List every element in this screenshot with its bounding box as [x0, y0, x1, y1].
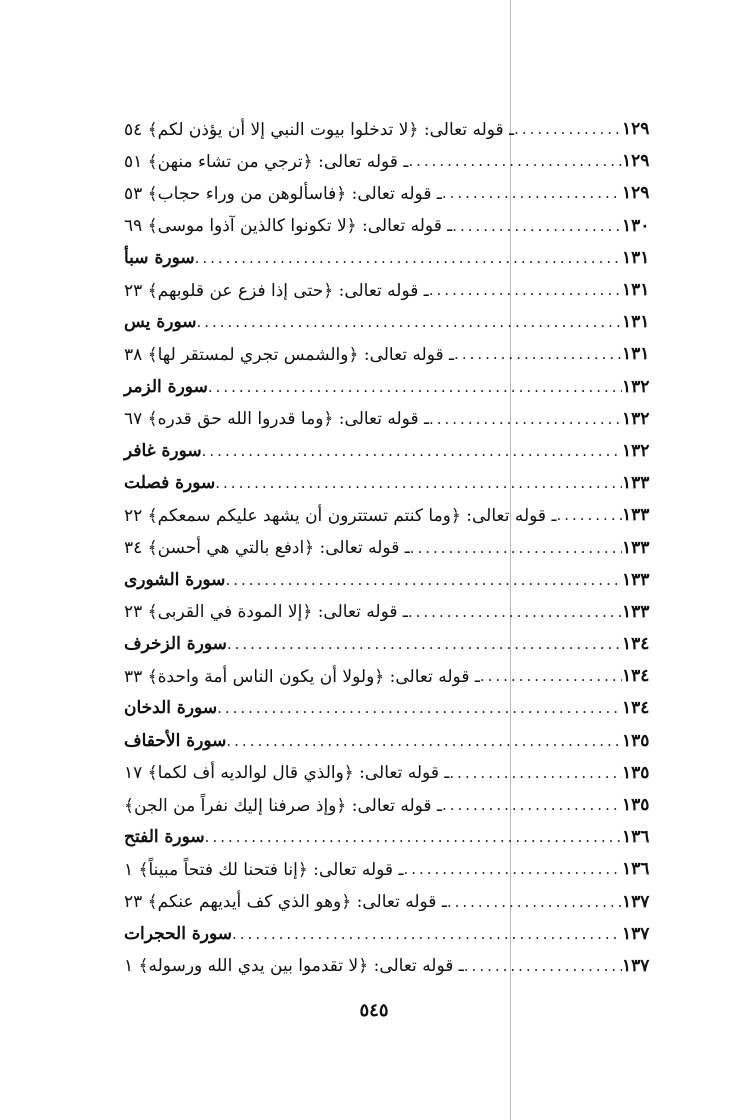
toc-sura-heading — [118, 564, 670, 596]
entry-page-number: ١٣٧ — [622, 923, 650, 944]
entry-title: ـ قوله تعالى: ﴿وما كنتم تستترون أن يشهد عليكم سمعكم﴾ ٢٢ — [124, 505, 557, 526]
entry-page-number: ١٣١ — [622, 312, 650, 333]
entry-page-number: ١٣٣ — [622, 473, 650, 494]
toc-sura-heading — [118, 725, 670, 757]
dot-leader — [195, 249, 622, 267]
toc-verse-entry — [118, 531, 670, 563]
dot-leader — [232, 925, 622, 943]
dot-leader — [454, 345, 622, 363]
dot-leader — [196, 313, 622, 331]
toc-sura-heading — [118, 918, 670, 950]
entry-title: ـ قوله تعالى: ﴿ولولا أن يكون الناس أمة واحدة﴾ ٣٣ — [124, 666, 480, 687]
toc-verse-entry — [118, 886, 670, 918]
entry-title: سورة غافر — [124, 440, 202, 461]
entry-page-number: ١٣٢ — [622, 440, 650, 461]
dot-leader — [403, 860, 622, 878]
entry-title: ـ قوله تعالى: ﴿إنا فتحنا لك فتحاً مبيناً﴾ ١ — [124, 859, 404, 880]
toc-sura-heading — [118, 692, 670, 724]
toc-sura-heading — [118, 821, 670, 853]
table-of-contents — [118, 113, 670, 982]
entry-page-number: ١٢٩ — [622, 183, 650, 204]
entry-page-number: ١٣٥ — [622, 762, 650, 783]
toc-sura-heading — [118, 628, 670, 660]
dot-leader — [480, 667, 622, 685]
dot-leader — [442, 184, 622, 202]
entry-page-number: ١٣٠ — [622, 215, 650, 236]
dot-leader — [447, 893, 622, 911]
entry-page-number: ١٣٧ — [622, 891, 650, 912]
entry-title: ـ قوله تعالى: ﴿لا تدخلوا بيوت النبي إلا أن يؤذن لكم﴾ ٥٤ — [124, 119, 515, 140]
toc-verse-entry — [118, 177, 670, 209]
entry-page-number: ١٣٢ — [622, 376, 650, 397]
dot-leader — [205, 828, 622, 846]
toc-verse-entry — [118, 499, 670, 531]
entry-page-number: ١٢٩ — [622, 119, 650, 140]
entry-page-number: ١٣٦ — [622, 827, 650, 848]
entry-title: سورة الفتح — [124, 827, 205, 848]
entry-title: ـ قوله تعالى: ﴿إلا المودة في القربى﴾ ٢٣ — [124, 602, 408, 623]
toc-verse-entry — [118, 403, 670, 435]
entry-page-number: ١٣٢ — [622, 408, 650, 429]
toc-verse-entry — [118, 950, 670, 982]
dot-leader — [208, 378, 622, 396]
entry-page-number: ١٣٣ — [622, 537, 650, 558]
toc-sura-heading — [118, 242, 670, 274]
entry-title: سورة الدخان — [124, 698, 218, 719]
dot-leader — [410, 539, 622, 557]
entry-title: ـ قوله تعالى: ﴿حتى إذا فزع عن قلوبهم﴾ ٢٣ — [124, 280, 429, 301]
dot-leader — [215, 474, 622, 492]
entry-title: ـ قوله تعالى: ﴿والذي قال لوالديه أف لكما﴾ ١٧ — [124, 763, 450, 784]
entry-page-number: ١٣١ — [622, 280, 650, 301]
dot-leader — [408, 603, 622, 621]
entry-page-number: ١٣٧ — [622, 955, 650, 976]
toc-verse-entry — [118, 853, 670, 885]
entry-page-number: ١٣٤ — [622, 634, 650, 655]
toc-sura-heading — [118, 371, 670, 403]
dot-leader — [449, 764, 622, 782]
entry-title: سورة الحجرات — [124, 923, 233, 944]
entry-title: سورة فصلت — [124, 473, 216, 494]
dot-leader — [464, 957, 622, 975]
entry-title: سورة الأحقاف — [124, 730, 227, 751]
entry-title: سورة سبأ — [124, 247, 195, 268]
entry-title: ـ قوله تعالى: ﴿والشمس تجري لمستقر لها﴾ ٣٨ — [124, 344, 455, 365]
toc-verse-entry — [118, 274, 670, 306]
entry-title: سورة الشورى — [124, 569, 226, 590]
entry-page-number: ١٣٦ — [622, 859, 650, 880]
toc-sura-heading — [118, 435, 670, 467]
entry-page-number: ١٣١ — [622, 247, 650, 268]
entry-page-number: ١٣١ — [622, 344, 650, 365]
dot-leader — [408, 152, 622, 170]
dot-leader — [217, 699, 622, 717]
entry-title: ـ قوله تعالى: ﴿ادفع بالتي هي أحسن﴾ ٣٤ — [124, 538, 410, 559]
dot-leader — [202, 442, 622, 460]
entry-title: سورة الزخرف — [124, 634, 227, 655]
entry-page-number: ١٣٥ — [622, 730, 650, 751]
toc-verse-entry — [118, 789, 670, 821]
dot-leader — [227, 635, 622, 653]
dot-leader — [429, 410, 622, 428]
dot-leader — [429, 281, 622, 299]
toc-verse-entry — [118, 757, 670, 789]
toc-verse-entry — [118, 145, 670, 177]
page-number: ٥٤٥ — [359, 1000, 389, 1021]
dot-leader — [556, 506, 622, 524]
entry-page-number: ١٣٤ — [622, 698, 650, 719]
entry-title: ـ قوله تعالى: ﴿وهو الذي كف أيديهم عنكم﴾ ٢٣ — [124, 892, 447, 913]
entry-title: سورة يس — [124, 312, 197, 333]
toc-verse-entry — [118, 338, 670, 370]
entry-page-number: ١٣٤ — [622, 666, 650, 687]
entry-title: ـ قوله تعالى: ﴿لا تكونوا كالذين آذوا موسى﴾ ٦٩ — [124, 216, 453, 237]
dot-leader — [452, 217, 622, 235]
toc-sura-heading — [118, 467, 670, 499]
entry-title: ـ قوله تعالى: ﴿فاسألوهن من وراء حجاب﴾ ٥٣ — [124, 183, 442, 204]
dot-leader — [225, 571, 622, 589]
entry-page-number: ١٢٩ — [622, 151, 650, 172]
toc-verse-entry — [118, 113, 670, 145]
entry-page-number: ١٣٣ — [622, 569, 650, 590]
entry-page-number: ١٣٣ — [622, 601, 650, 622]
entry-title: ـ قوله تعالى: ﴿وما قدروا الله حق قدره﴾ ٦٧ — [124, 409, 429, 430]
dot-leader — [226, 732, 622, 750]
toc-sura-heading — [118, 306, 670, 338]
entry-title: ـ قوله تعالى: ﴿ترجي من تشاء منهن﴾ ٥١ — [124, 151, 409, 172]
entry-title: ـ قوله تعالى: ﴿وإذ صرفنا إليك نفراً من الجن﴾ — [124, 795, 442, 816]
entry-title: ـ قوله تعالى: ﴿لا تقدموا بين يدي الله ورسوله﴾ ١ — [124, 956, 464, 977]
dot-leader — [514, 120, 622, 138]
toc-verse-entry — [118, 210, 670, 242]
entry-title: سورة الزمر — [124, 376, 208, 397]
toc-verse-entry — [118, 660, 670, 692]
toc-verse-entry — [118, 596, 670, 628]
entry-page-number: ١٣٣ — [622, 505, 650, 526]
dot-leader — [442, 796, 622, 814]
entry-page-number: ١٣٥ — [622, 795, 650, 816]
